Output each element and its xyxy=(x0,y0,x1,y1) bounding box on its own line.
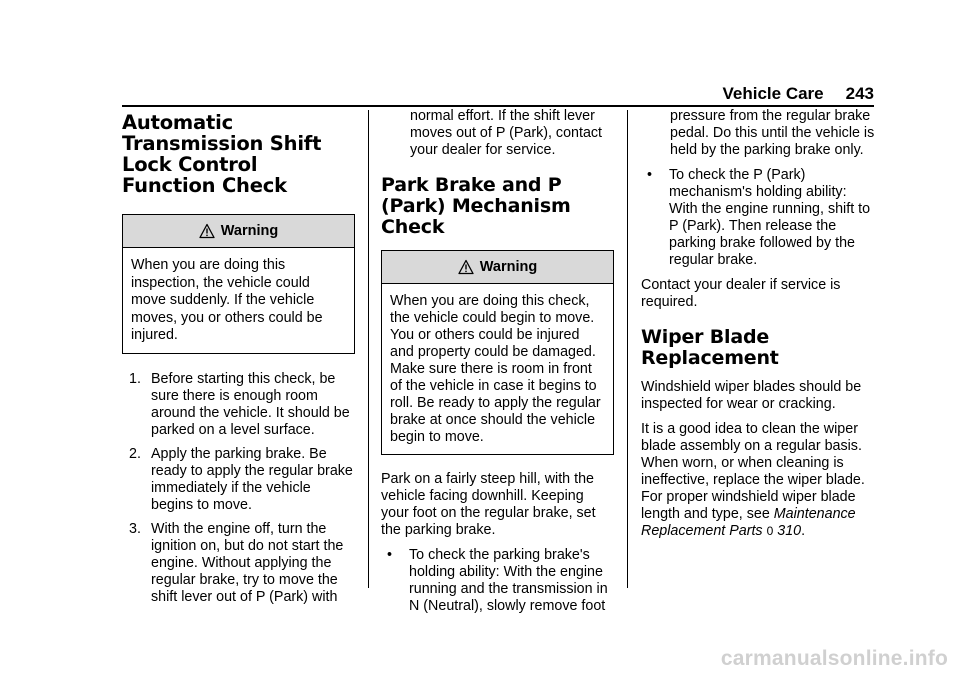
bullet-text: To check the parking brake's holding ability: With the engine running and the transmission in N (Neutral), slowly remove foot xyxy=(409,547,608,614)
warning-body xyxy=(382,284,613,454)
step-number: 3. xyxy=(129,520,141,537)
step-text: Apply the parking brake. Be ready to apply the regular brake immediately if the vehicle begins to move. xyxy=(151,445,353,513)
page-arrow-icon: 0 xyxy=(766,524,774,538)
step-text: Before starting this check, be sure there is enough room around the vehicle. It should be parked on a level surface. xyxy=(151,370,350,438)
bullet-item xyxy=(381,547,614,615)
column-divider xyxy=(368,110,369,588)
warning-text: When you are doing this check, the vehicle could begin to move. You or others could be injured and property could be damaged. Make sure there is room in front of the vehicle in case it begins to roll. Be ready to apply the regular brake at once should the vehicle begin to move. xyxy=(390,293,601,445)
warning-label: Warning xyxy=(479,258,538,275)
bullet-mark: • xyxy=(647,167,653,183)
warning-icon xyxy=(458,259,474,275)
bullet-text: To check the P (Park) mechanism's holding ability: With the engine running, shift to P (Park). Then release the parking brake followed by the regular brake. xyxy=(669,167,871,268)
page-number: 243 xyxy=(845,84,874,103)
step-item xyxy=(122,521,355,606)
warning-box xyxy=(122,214,355,354)
heading-shift-lock: Automatic Transmission Shift Lock Control Function Check xyxy=(122,111,322,197)
paragraph-end: . xyxy=(801,523,806,539)
step-item xyxy=(122,446,355,514)
watermark: carmanualsonline.info xyxy=(720,647,948,670)
paragraph: Contact your dealer if service is required. xyxy=(641,277,841,310)
step-number: 1. xyxy=(129,370,141,387)
bullet-mark: • xyxy=(387,547,393,563)
step-item xyxy=(122,371,355,439)
paragraph: Park on a fairly steep hill, with the vehicle facing downhill. Keeping your foot on the regular brake, set the parking brake. xyxy=(381,471,596,538)
paragraph xyxy=(641,421,875,540)
warning-body xyxy=(123,248,354,353)
warning-header xyxy=(123,215,354,248)
section-title: Vehicle Care xyxy=(722,84,824,103)
warning-label: Warning xyxy=(220,222,279,239)
paragraph-text: It is a good idea to clean the wiper blade assembly on a regular basis. When worn, or when cleaning is ineffective, replace the wiper blade. For proper windshield wiper blade length and type, see xyxy=(641,421,865,522)
column-1 xyxy=(122,108,355,613)
heading-park-brake: Park Brake and P (Park) Mechanism Check xyxy=(381,174,571,238)
warning-text: When you are doing this inspection, the vehicle could move suddenly. If the vehicle moves, you or others could be injured. xyxy=(131,257,323,343)
warning-box xyxy=(381,250,614,455)
warning-header xyxy=(382,251,613,284)
warning-icon xyxy=(199,223,215,239)
step-number: 2. xyxy=(129,445,141,462)
column-2 xyxy=(381,108,614,623)
page-header xyxy=(723,84,875,104)
column-divider xyxy=(627,110,628,588)
paragraph: Windshield wiper blades should be inspected for wear or cracking. xyxy=(641,379,862,412)
step-text: With the engine off, turn the ignition on, but do not start the engine. Without applying the regular brake, try to move the shift lever out of P (Park) with xyxy=(151,520,344,605)
cross-reference-link[interactable]: Maintenance Replacement Parts xyxy=(641,506,856,539)
continued-text: pressure from the regular brake pedal. Do this until the vehicle is held by the parking brake only. xyxy=(670,108,875,158)
bullet-item xyxy=(641,167,875,269)
continued-text: normal effort. If the shift lever moves out of P (Park), contact your dealer for service. xyxy=(410,108,603,158)
column-3 xyxy=(641,108,875,548)
cross-reference-page[interactable]: 310 xyxy=(777,523,802,539)
steps-list xyxy=(122,371,355,606)
header-rule xyxy=(122,105,874,107)
heading-wiper-blade: Wiper Blade Replacement xyxy=(641,326,779,369)
